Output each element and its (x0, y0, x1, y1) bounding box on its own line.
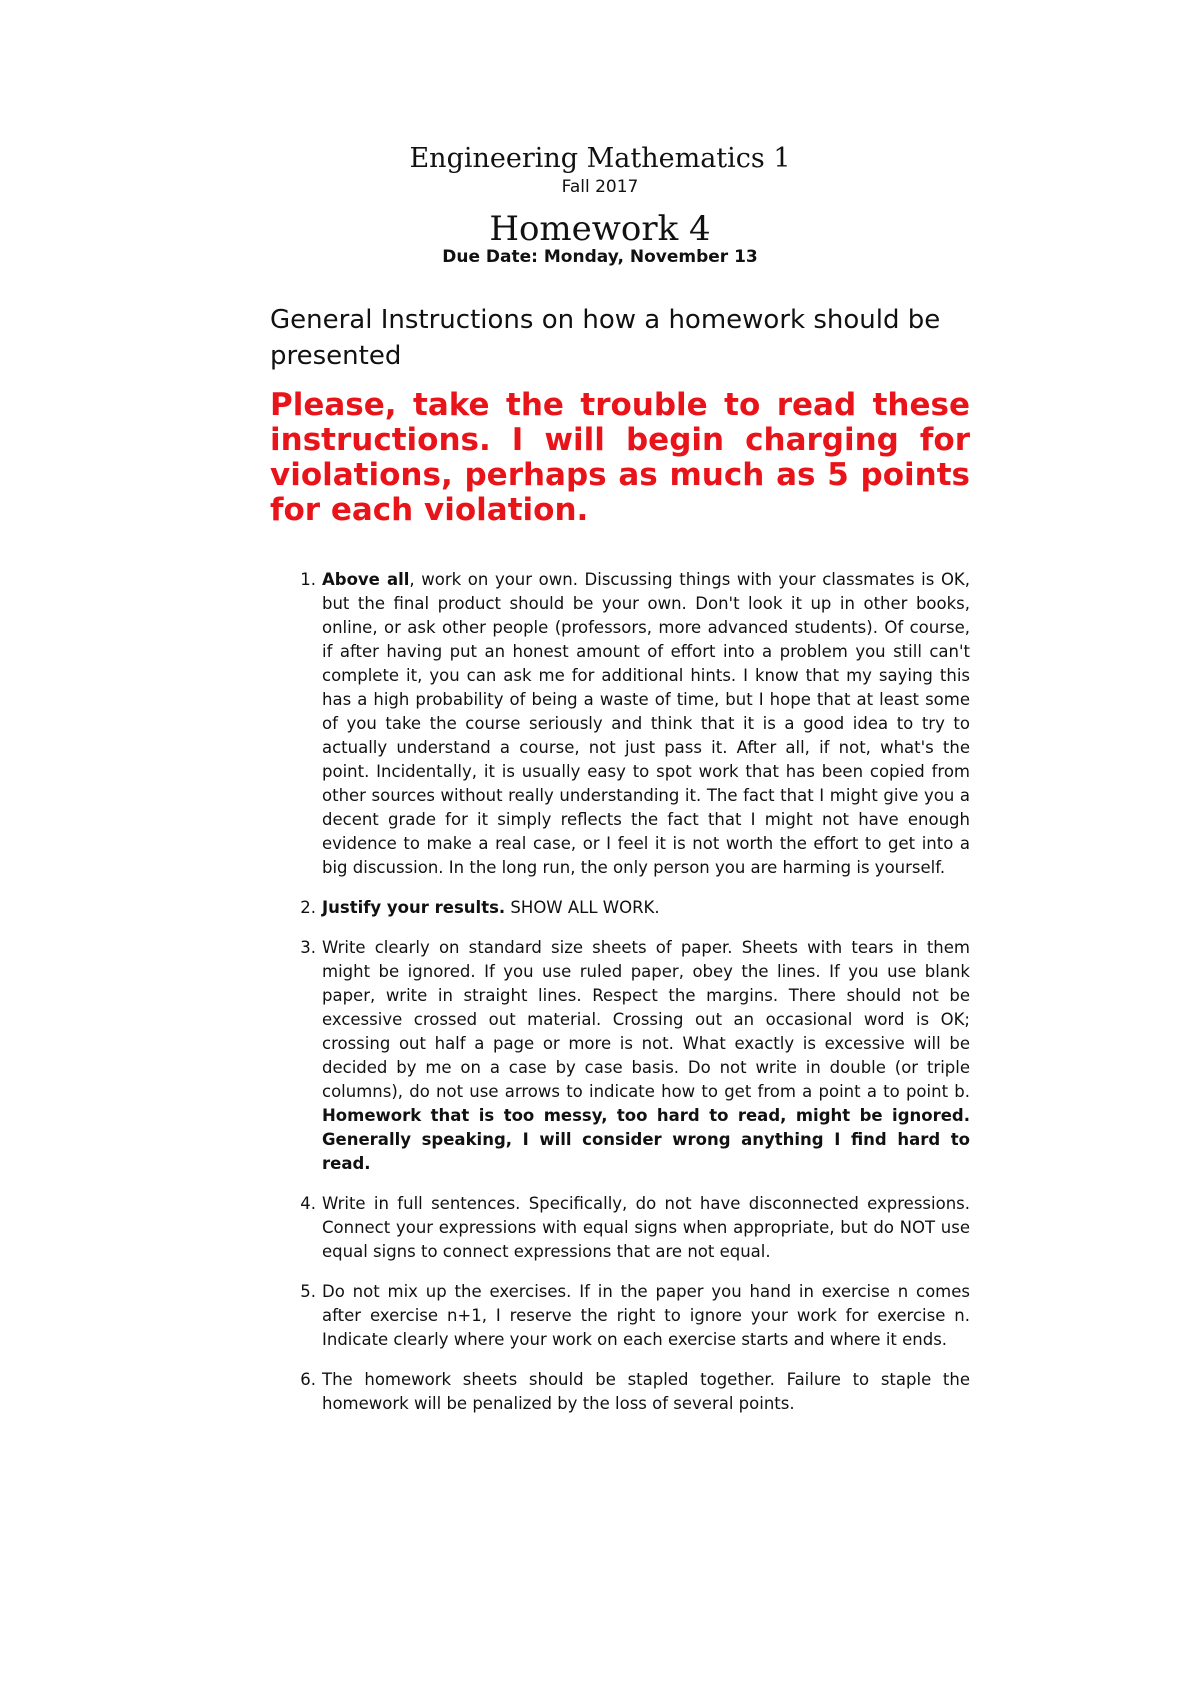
instruction-item-6 (290, 1368, 970, 1416)
item-text: SHOW ALL WORK. (505, 898, 660, 917)
item-bold-tail: Homework that is too messy, too hard to read, might be ignored. Generally speaking, I will consider wrong anything I find hard to read. (322, 1106, 970, 1173)
item-number: 4. (300, 1194, 316, 1213)
instructions-list (290, 568, 970, 1432)
section-heading: General Instructions on how a homework should be presented (270, 305, 941, 371)
item-number: 6. (300, 1370, 316, 1389)
item-text: , work on your own. Discussing things with your classmates is OK, but the final product should be your own. Don't look it up in other books, online, or ask other people (professors, more advanced students). Of course, if after having put an honest amount of effort into a problem you still can't complete it, you can ask me for additional hints. I know that my saying this has a high probability of being a waste of time, but I hope that at least some of you take the course seriously and think that it is a good idea to try to actually understand a course, not just pass it. After all, if not, what's the point. Incidentally, it is usually easy to spot work that has been copied from other sources without really understanding it. The fact that I might give you a decent grade for it simply reflects the fact that I might not have enough evidence to make a real case, or I feel it is not worth the effort to get into a big discussion. In the long run, the only person you are harming is yourself. (322, 570, 970, 877)
item-number: 5. (300, 1282, 316, 1301)
due-date: Due Date: Monday, November 13 (442, 247, 758, 267)
warning-notice: Please, take the trouble to read these instructions. I will begin charging for violations, perhaps as much as 5 points for each violation. (270, 387, 970, 528)
item-number: 2. (300, 898, 316, 917)
term-label: Fall 2017 (561, 177, 639, 197)
homework-title: Homework 4 (489, 209, 711, 249)
item-text: Do not mix up the exercises. If in the paper you hand in exercise n comes after exercise n+1, I reserve the right to ignore your work for exercise n. Indicate clearly where your work on each exercise starts and where it ends. (322, 1282, 970, 1349)
instruction-item-1 (290, 568, 970, 880)
instruction-item-4 (290, 1192, 970, 1264)
item-text: The homework sheets should be stapled together. Failure to staple the homework will be penalized by the loss of several points. (322, 1370, 970, 1413)
instruction-item-3 (290, 936, 970, 1176)
item-number: 1. (300, 570, 316, 589)
item-text: Write in full sentences. Specifically, do not have disconnected expressions. Connect your expressions with equal signs when appropriate, but do NOT use equal signs to connect expressions that are not equal. (322, 1194, 970, 1261)
item-number: 3. (300, 938, 316, 957)
item-bold-lead: Justify your results. (322, 898, 506, 917)
course-title: Engineering Mathematics 1 (409, 143, 791, 174)
instruction-item-5 (290, 1280, 970, 1352)
instruction-item-2 (290, 896, 970, 920)
item-bold-lead: Above all (322, 570, 410, 589)
item-text: Write clearly on standard size sheets of paper. Sheets with tears in them might be ignored. If you use ruled paper, obey the lines. If you use blank paper, write in straight lines. Respect the margins. There should not be excessive crossed out material. Crossing out an occasional word is OK; crossing out half a page or more is not. What exactly is excessive will be decided by me on a case by case basis. Do not write in double (or triple columns), do not use arrows to indicate how to get from a point a to point b. (322, 938, 970, 1101)
